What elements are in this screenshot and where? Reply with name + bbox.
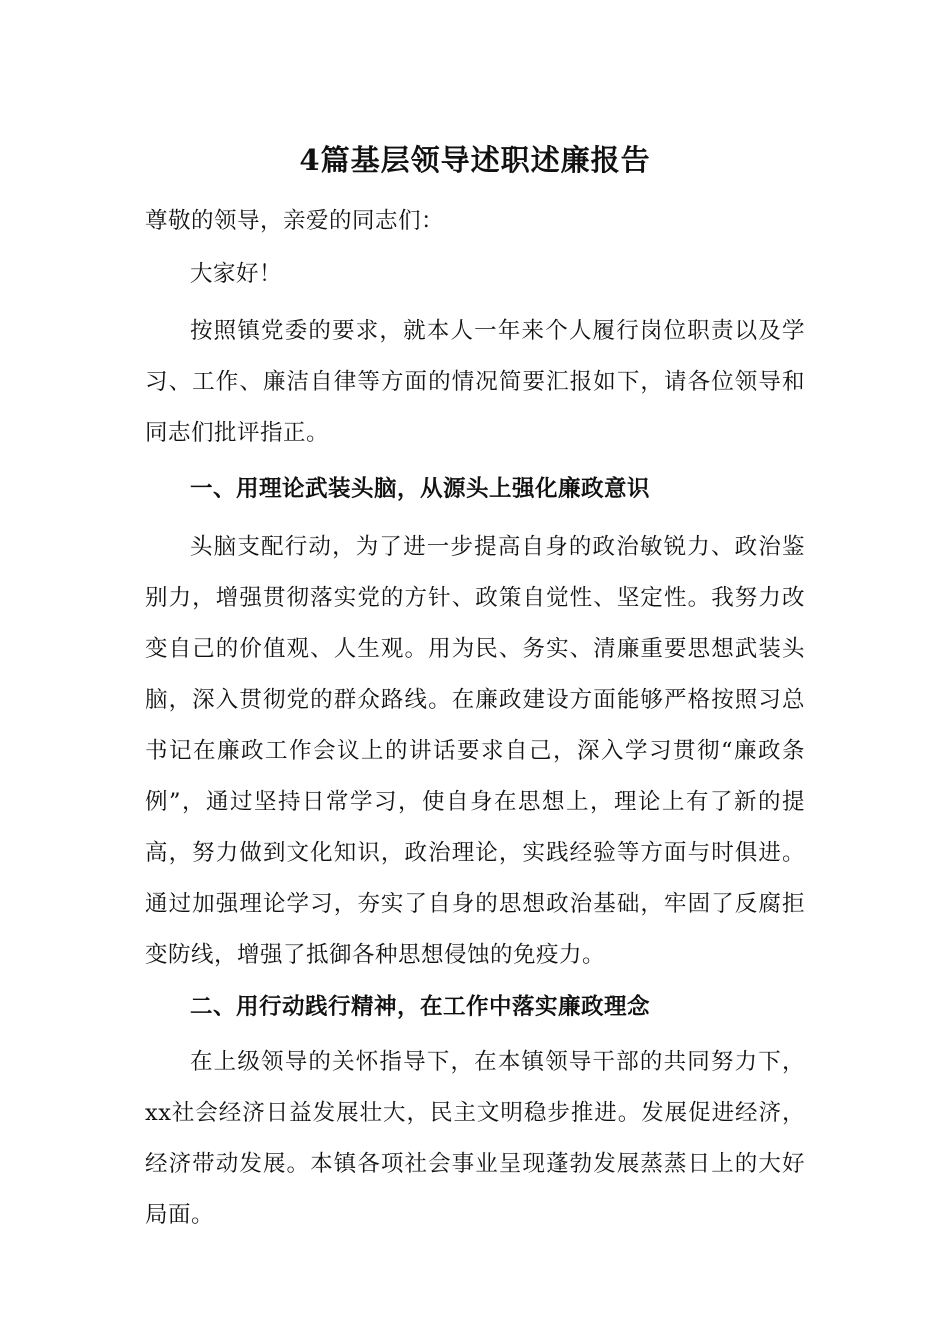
- intro-paragraph: 按照镇党委的要求，就本人一年来个人履行岗位职责以及学习、工作、廉洁自律等方面的情况简要汇报如下，请各位领导和同志们批评指正。: [145, 318, 805, 446]
- section-heading-2: 二、用行动践行精神，在工作中落实廉政理念: [190, 994, 651, 1020]
- salutation: 尊敬的领导，亲爱的同志们：: [145, 208, 445, 234]
- document-title: 4篇基层领导述职述廉报告: [299, 143, 651, 177]
- section-paragraph-2: 在上级领导的关怀指导下，在本镇领导干部的共同努力下，xx社会经济日益发展壮大，民主文明稳步推进。发展促进经济，经济带动发展。本镇各项社会事业呈现蓬勃发展蒸蒸日上的大好局面。: [145, 1049, 805, 1228]
- section-heading-1: 一、用理论武装头脑，从源头上强化廉政意识: [190, 476, 651, 502]
- section-paragraph-1: 头脑支配行动，为了进一步提高自身的政治敏锐力、政治鉴别力，增强贯彻落实党的方针、政策自觉性、坚定性。我努力改变自己的价值观、人生观。用为民、务实、清廉重要思想武装头脑，深入贯彻党的群众路线。在廉政建设方面能够严格按照习总书记在廉政工作会议上的讲话要求自己，深入学习贯彻“廉政条例”，通过坚持日常学习，使自身在思想上，理论上有了新的提高，努力做到文化知识，政治理论，实践经验等方面与时俱进。通过加强理论学习，夯实了自身的思想政治基础，牢固了反腐拒变防线，增强了抵御各种思想侵蚀的免疫力。: [145, 534, 805, 968]
- greeting-line: 大家好！: [190, 261, 283, 287]
